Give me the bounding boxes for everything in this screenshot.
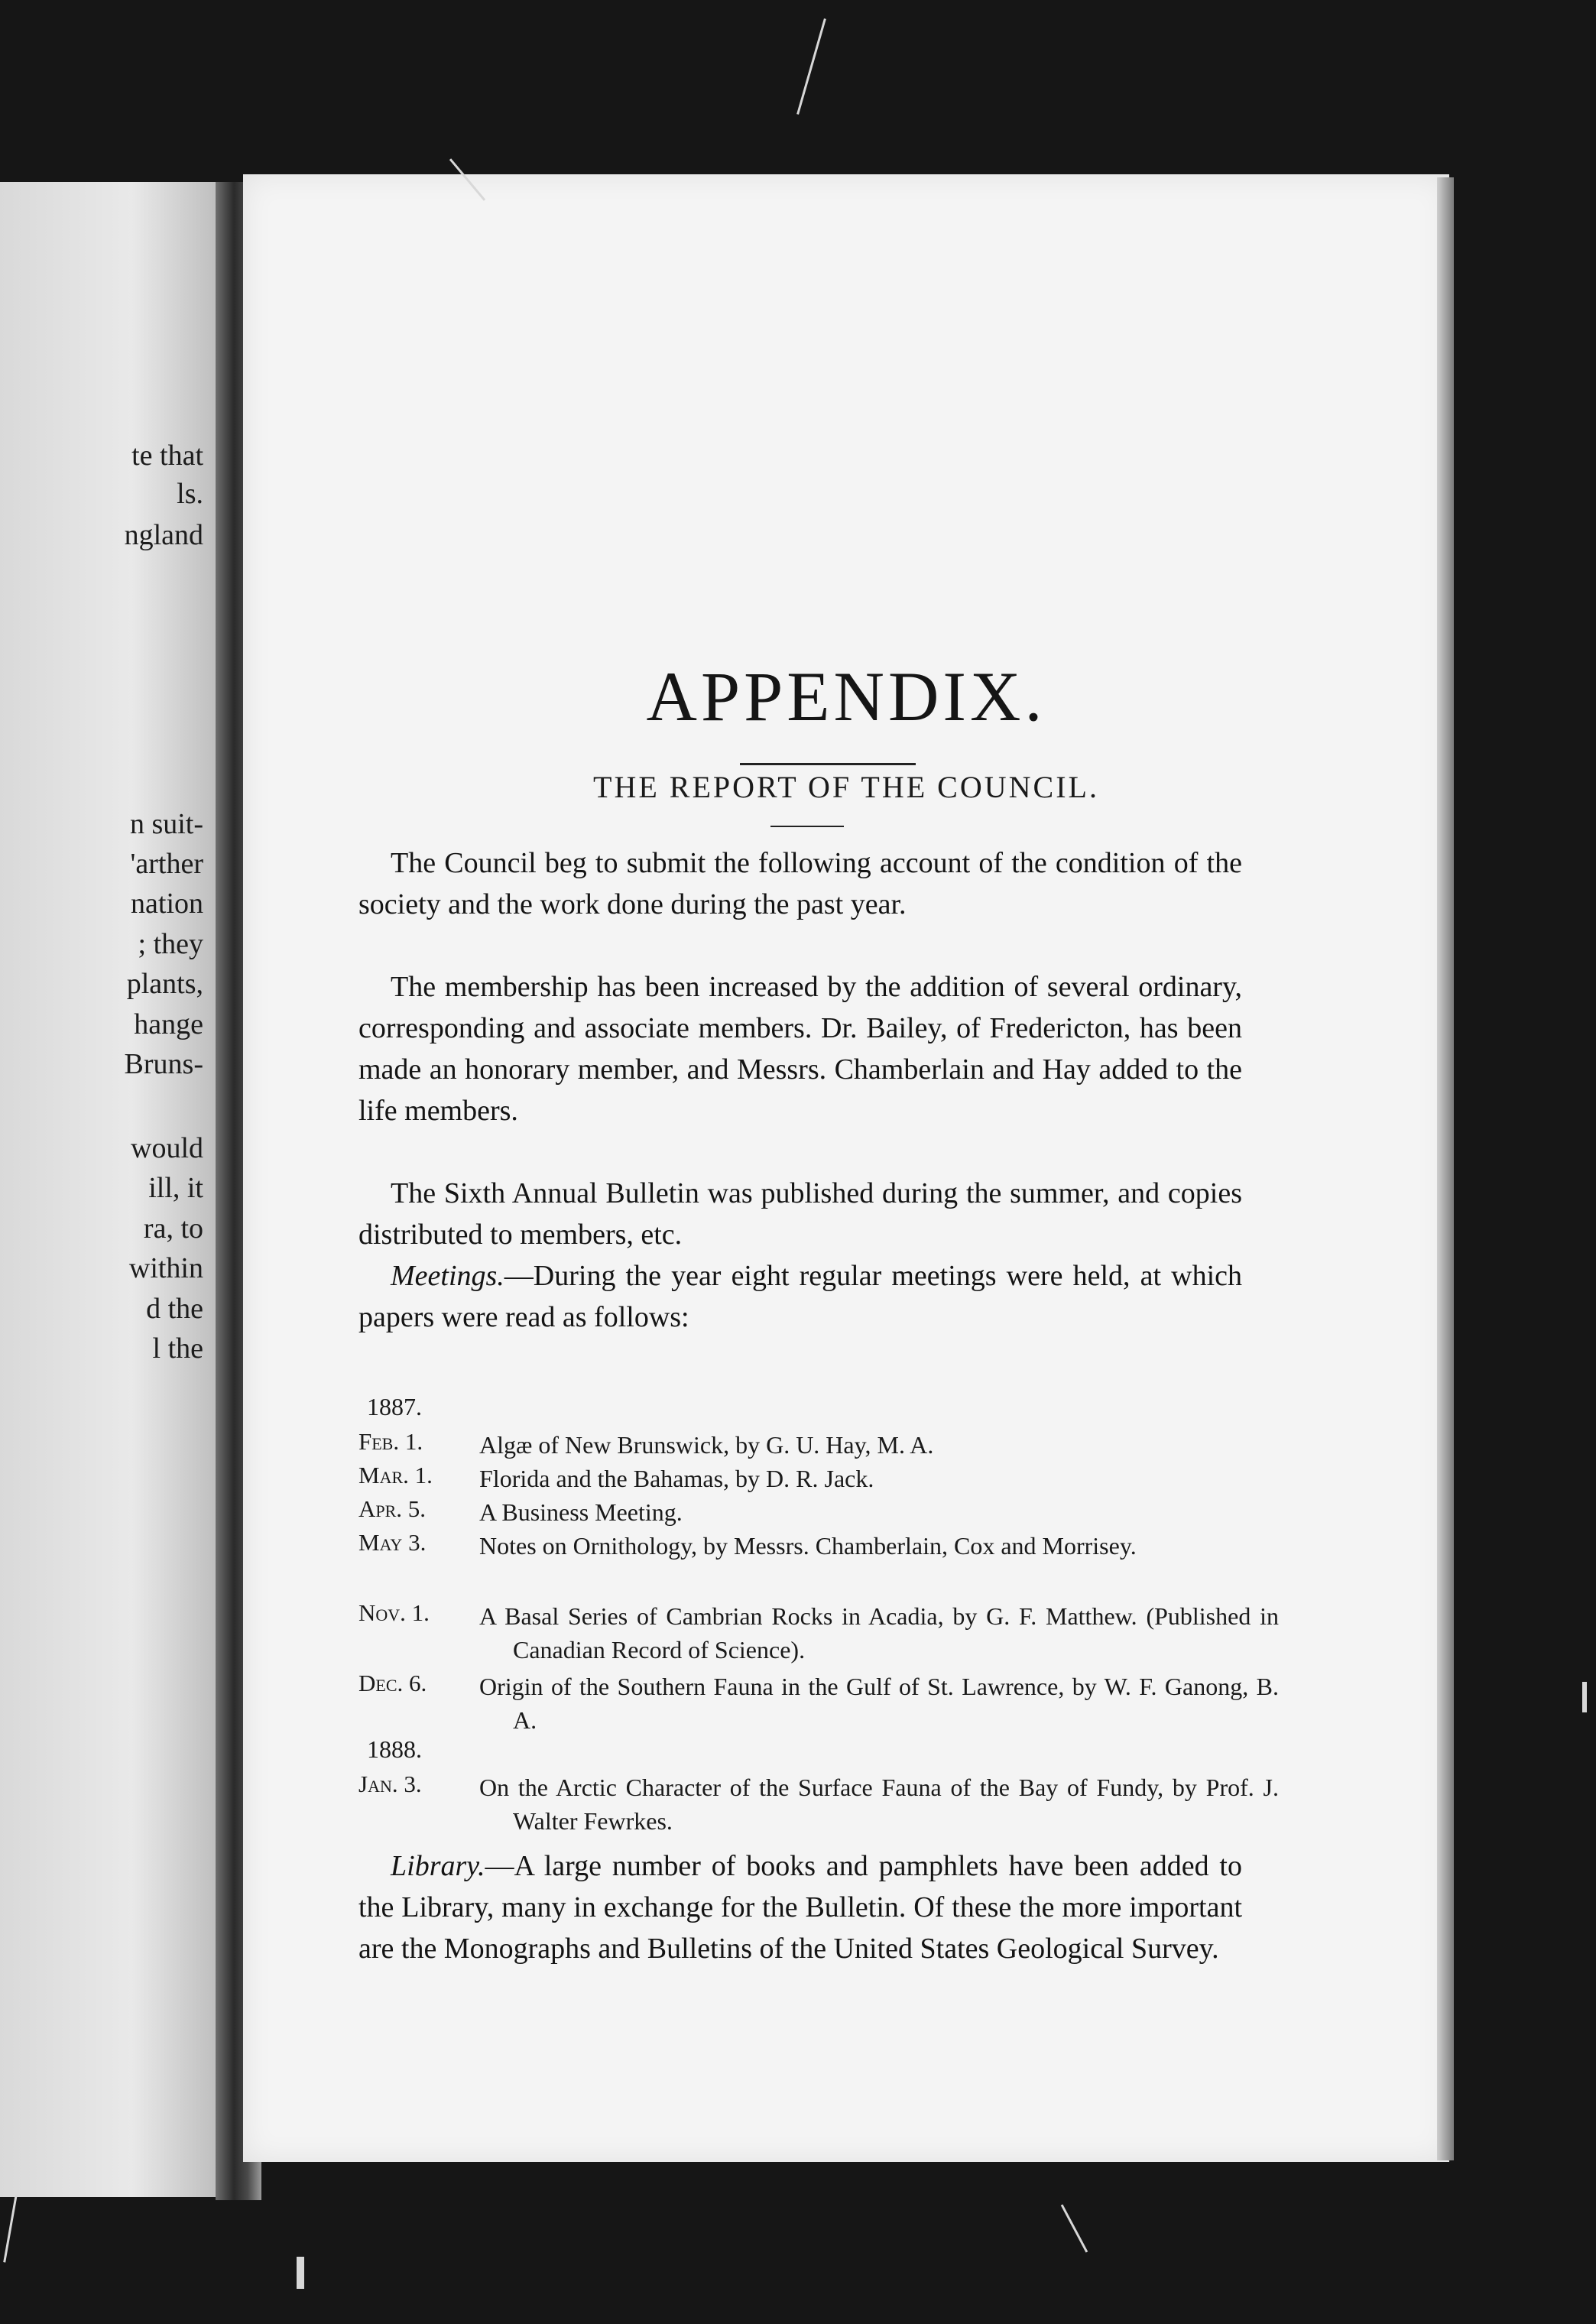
meeting-date: Dec. 6. [358, 1670, 427, 1696]
paragraph-library [358, 1845, 1242, 1969]
left-page [0, 182, 220, 2197]
paragraph-membership [358, 966, 1242, 1131]
paragraph-text: The Sixth Annual Bulletin was published during the summer, and copies distributed to members, etc. [358, 1177, 1242, 1251]
left-page-line: nation [131, 888, 203, 920]
dust-scratch [796, 18, 826, 115]
dust-scratch [1061, 2204, 1088, 2252]
dust-scratch [1582, 1682, 1587, 1712]
year-heading: 1888. [367, 1735, 422, 1763]
page-title: APPENDIX. [646, 657, 1046, 735]
dust-scratch [297, 2257, 304, 2289]
meeting-date: May 3. [358, 1529, 427, 1556]
left-page-line: ill, it [148, 1172, 203, 1204]
left-page-line: would [131, 1132, 203, 1164]
paragraph-text: —A large number of books and pamphlets have been added to the Library, many in exchange for the Bulletin. Of these the more important are the Monographs and Bulletins of the United States Geological Survey. [358, 1850, 1242, 1965]
meetings-label: Meetings. [391, 1260, 504, 1292]
section-subtitle: THE REPORT OF THE COUNCIL. [593, 770, 1099, 804]
meeting-text: Origin of the Southern Fauna in the Gulf of St. Lawrence, by W. F. Ganong, B. A. [479, 1673, 1279, 1734]
meeting-text: On the Arctic Character of the Surface Fauna of the Bay of Fundy, by Prof. J. Walter Fewrkes. [479, 1774, 1279, 1835]
page-edge [1437, 177, 1454, 2160]
paragraph-bulletin [358, 1173, 1242, 1255]
left-page-line: ; they [138, 928, 203, 960]
year-heading: 1887. [367, 1393, 422, 1420]
appendix-page [243, 174, 1449, 2162]
meeting-date: Apr. 5. [358, 1495, 427, 1522]
meeting-text: Algæ of New Brunswick, by G. U. Hay, M. A. [479, 1431, 934, 1459]
paragraph-council [358, 842, 1242, 925]
paragraph-text: The membership has been increased by the addition of several ordinary, corresponding and associate members. Dr. Bailey, of Fredericton, has been made an honorary member, and Messrs. Chamberlain and Hay added to the life members. [358, 971, 1242, 1127]
meeting-text: A Basal Series of Cambrian Rocks in Acadia, by G. F. Matthew. (Published in Canadian Record of Science). [479, 1602, 1279, 1663]
subtitle-rule [770, 826, 844, 827]
left-page-line: plants, [126, 968, 203, 1000]
left-page-line: d the [146, 1293, 203, 1325]
left-page-line: te that [131, 440, 203, 472]
paragraph-meetings [358, 1255, 1242, 1338]
meeting-text: Notes on Ornithology, by Messrs. Chamberlain, Cox and Morrisey. [479, 1532, 1137, 1560]
left-page-line: ls. [177, 478, 203, 510]
meeting-date: Nov. 1. [358, 1599, 430, 1626]
left-page-line: ngland [124, 519, 203, 551]
left-page-line: Bruns- [124, 1048, 203, 1080]
left-page-line: l the [152, 1332, 203, 1365]
meeting-date: Feb. 1. [358, 1428, 423, 1455]
meeting-date: Mar. 1. [358, 1462, 433, 1488]
meeting-text: A Business Meeting. [479, 1498, 683, 1526]
left-page-line: within [128, 1252, 203, 1284]
paragraph-text: —During the year eight regular meetings were held, at which papers were read as follows: [358, 1260, 1242, 1333]
meeting-text: Florida and the Bahamas, by D. R. Jack. [479, 1465, 874, 1492]
dust-scratch [3, 2194, 18, 2262]
title-rule [740, 763, 916, 765]
left-page-line: ra, to [143, 1212, 203, 1245]
left-page-line: 'arther [130, 848, 203, 880]
meeting-date: Jan. 3. [358, 1771, 422, 1797]
paragraph-text: The Council beg to submit the following account of the condition of the society and the work done during the past year. [358, 847, 1242, 920]
left-page-line: n suit- [129, 808, 203, 840]
left-page-line: hange [134, 1008, 203, 1040]
library-label: Library. [391, 1850, 485, 1882]
